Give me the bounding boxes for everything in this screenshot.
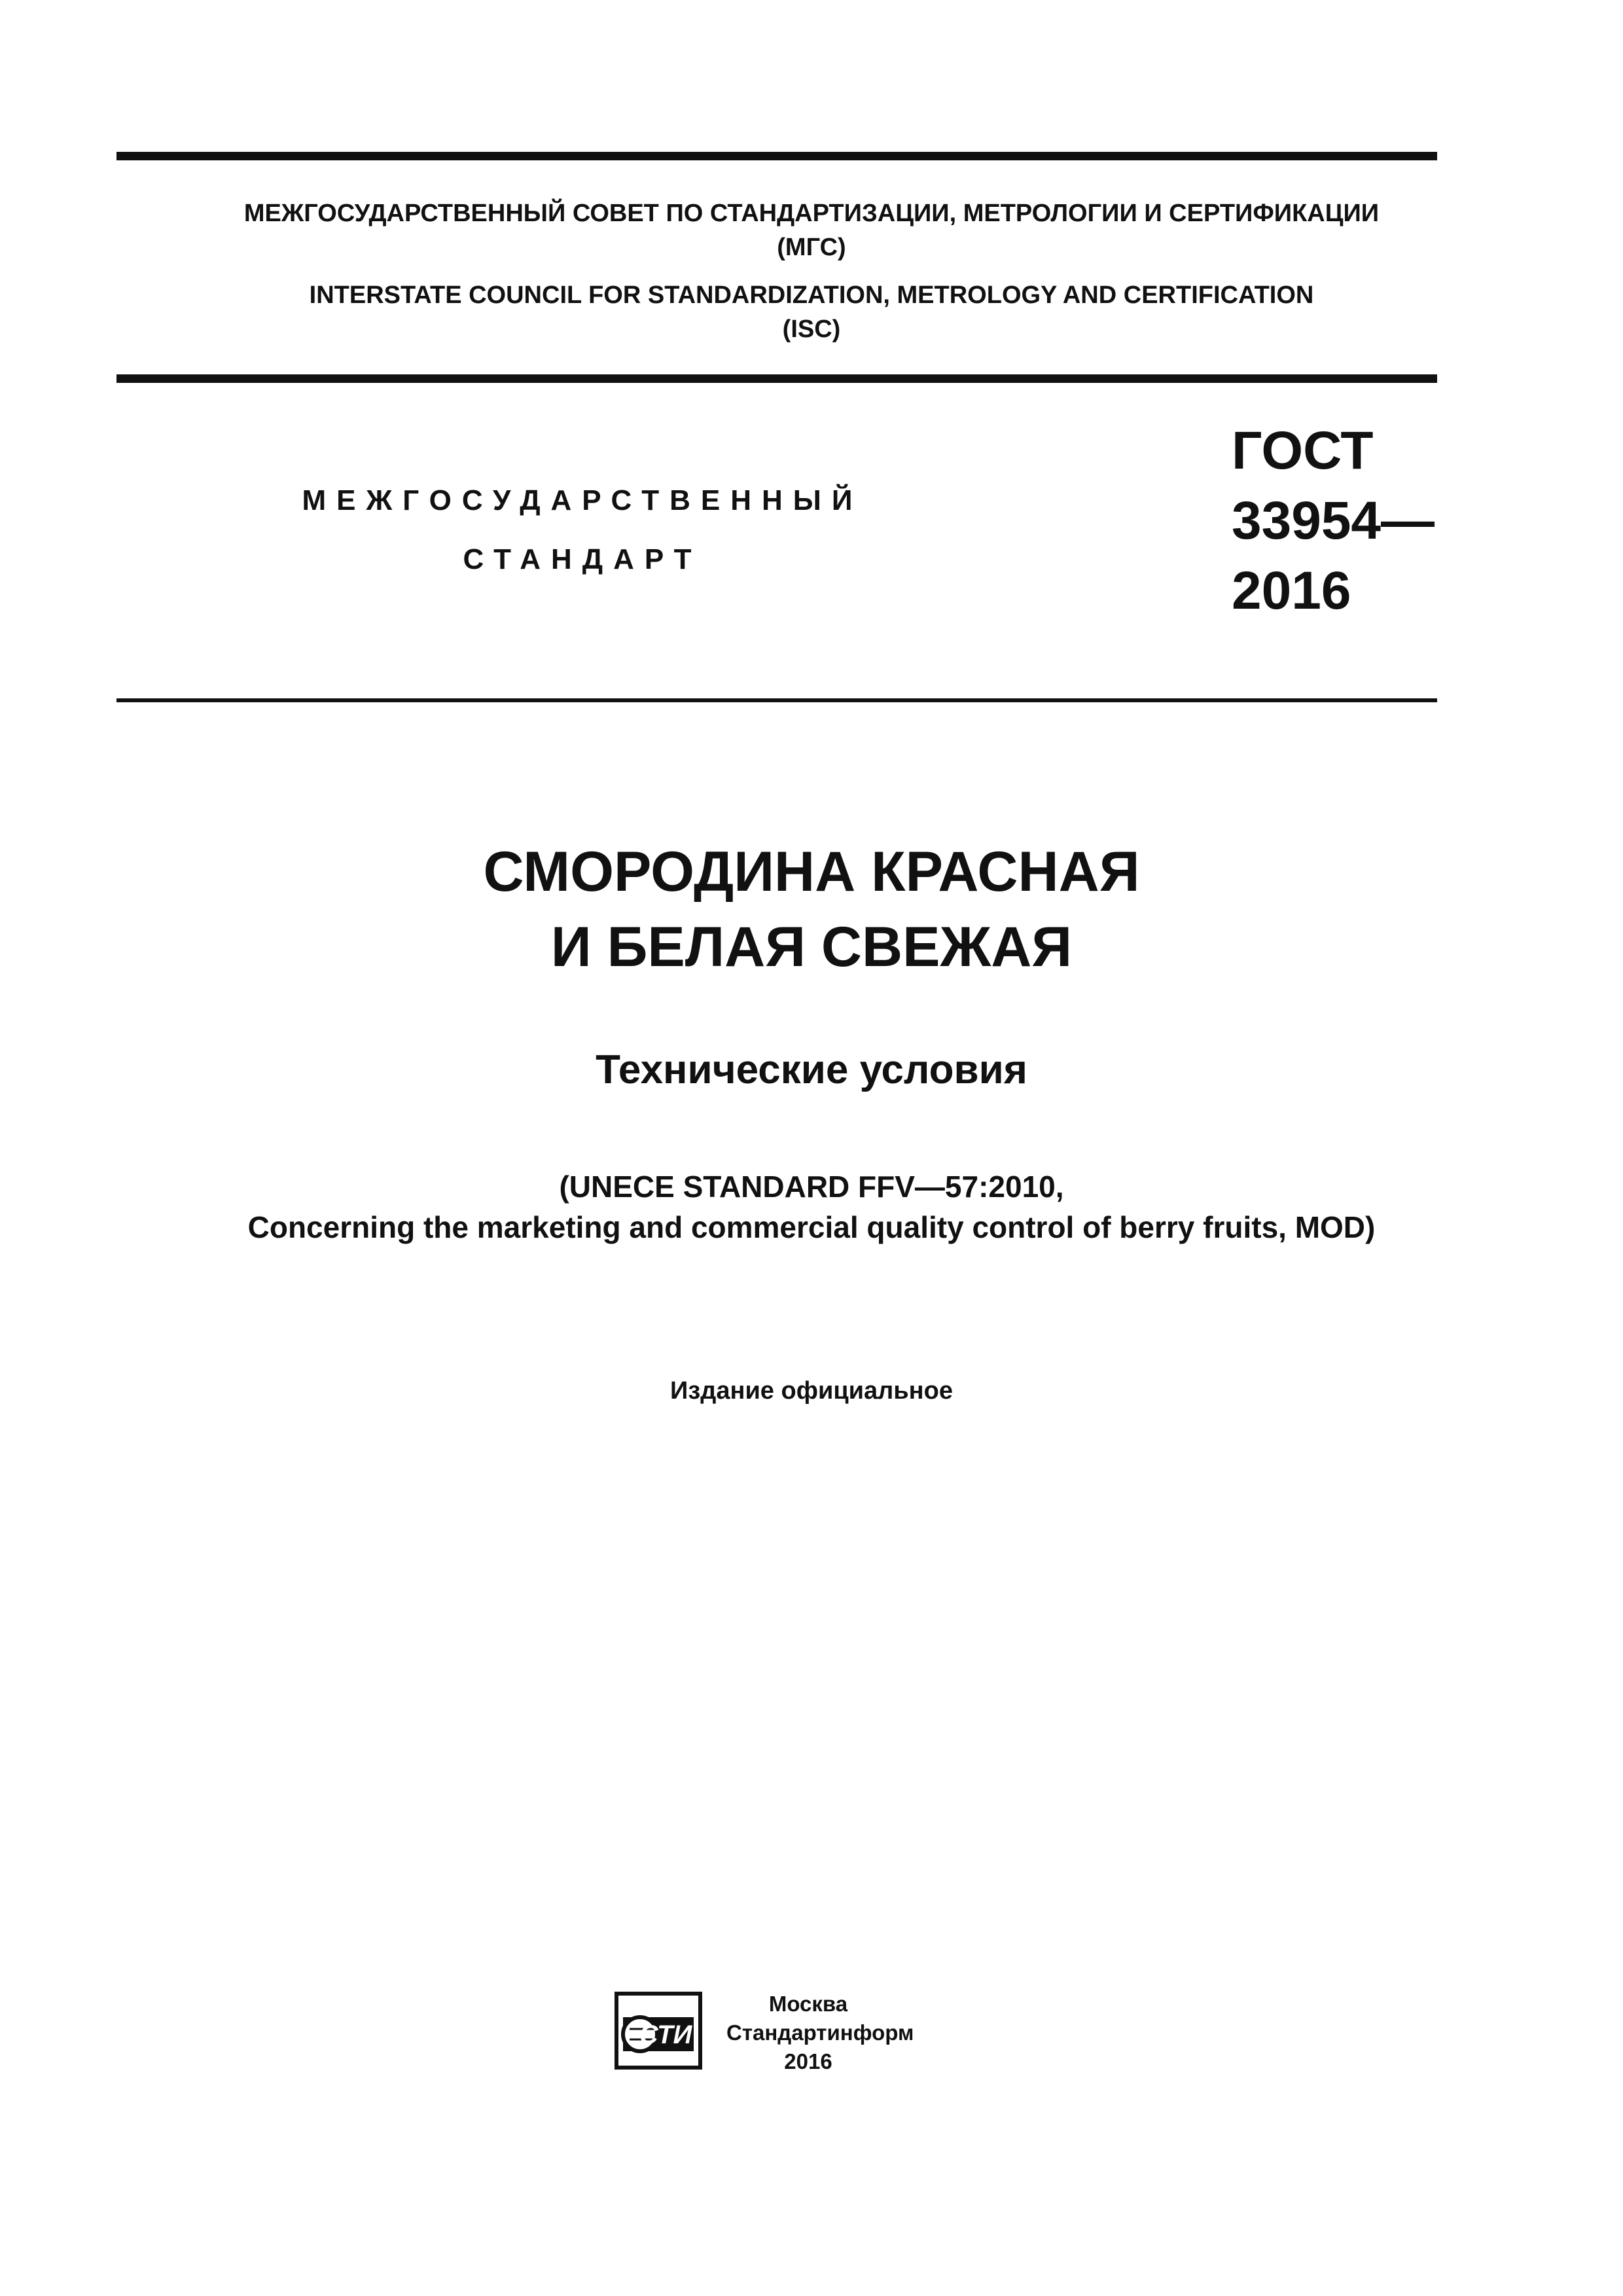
svg-text:СТИ: СТИ bbox=[639, 2020, 692, 2049]
edition-note: Издание официальное bbox=[670, 1377, 953, 1405]
publisher-info bbox=[726, 1990, 914, 2076]
modification-note-line1: (UNECE STANDARD FFV—57:2010, bbox=[559, 1170, 1064, 1204]
document-subtitle: Технические условия bbox=[596, 1047, 1027, 1092]
standard-label-line2: СТАНДАРТ bbox=[463, 543, 702, 575]
document-title bbox=[0, 834, 1623, 985]
council-en-name: INTERSTATE COUNCIL FOR STANDARDIZATION, METROLOGY AND CERTIFICATION bbox=[309, 281, 1314, 309]
header-bottom-rule bbox=[116, 374, 1437, 383]
gost-label: ГОСТ bbox=[1232, 421, 1374, 480]
top-rule bbox=[116, 152, 1437, 160]
publisher-city: Москва bbox=[768, 1992, 848, 2016]
gost-number-value: 33954— bbox=[1232, 491, 1435, 550]
council-en bbox=[0, 278, 1623, 346]
publisher-year: 2016 bbox=[784, 2049, 832, 2073]
council-ru-abbr: (МГС) bbox=[777, 234, 846, 261]
publisher-logo bbox=[614, 1990, 705, 2072]
standard-label-line1: МЕЖГОСУДАРСТВЕННЫЙ bbox=[302, 484, 863, 516]
council-ru-name: МЕЖГОСУДАРСТВЕННЫЙ СОВЕТ ПО СТАНДАРТИЗАЦИИ, МЕТРОЛОГИИ И СЕРТИФИКАЦИИ bbox=[243, 200, 1380, 227]
modification-note-line2: Concerning the marketing and commercial quality control of berry fruits, MOD) bbox=[247, 1210, 1376, 1244]
document-title-line2: И БЕЛАЯ СВЕЖАЯ bbox=[550, 916, 1073, 978]
gost-number bbox=[1232, 416, 1435, 626]
council-ru bbox=[0, 196, 1623, 264]
standard-label bbox=[281, 471, 883, 589]
standard-bottom-rule bbox=[116, 698, 1437, 702]
modification-note bbox=[0, 1166, 1623, 1247]
gost-year: 2016 bbox=[1232, 561, 1351, 620]
document-title-line1: СМОРОДИНА КРАСНАЯ bbox=[483, 840, 1140, 903]
council-en-abbr: (ISC) bbox=[782, 315, 841, 343]
publisher-name: Стандартинформ bbox=[726, 2020, 914, 2045]
